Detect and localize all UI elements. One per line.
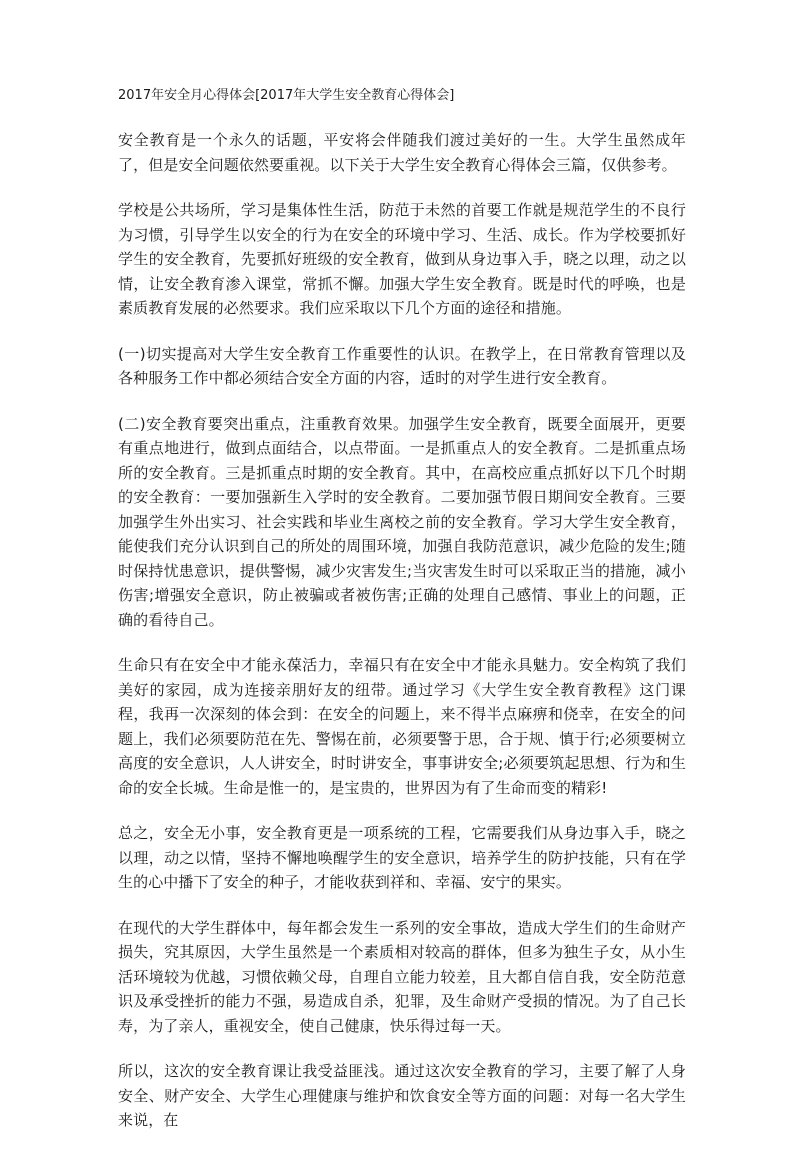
paragraph-life: 生命只有在安全中才能永葆活力，幸福只有在安全中才能永具魅力。安全构筑了我们美好的家园，成为连接亲朋好友的纽带。通过学习《大学生安全教育教程》这门课程，我再一次深刻的体会到：在安全的问题上，来不得半点麻痹和侥幸，在安全的问题上，我们必须要防范在先、警惕在前，必须要警于思，合于规、慎于行;必须要树立高度的安全意识，人人讲安全，时时讲安全，事事讲安全;必须要筑起思想、行为和生命的安全长城。生命是惟一的，是宝贵的，世界因为有了生命而变的精彩!: [118, 656, 686, 797]
paragraph-modern-students: 在现代的大学生群体中，每年都会发生一系列的安全事故，造成大学生们的生命财产损失，究其原因，大学生虽然是一个素质相对较高的群体，但多为独生子女，从小生活环境较为优越，习惯依赖父母，自理自立能力较差，且大都自信自我，安全防范意识及承受挫折的能力不强，易造成自杀，犯罪，及生命财产受损的情况。为了自己长寿，为了亲人，重视安全，使自己健康，快乐得过每一天。: [118, 918, 686, 1035]
paragraph-summary: 总之，安全无小事，安全教育更是一项系统的工程，它需要我们从身边事入手，晓之以理，动之以情，坚持不懈地唤醒学生的安全意识，培养学生的防护技能，只有在学生的心中播下了安全的种子，才能收获到祥和、幸福、安宁的果实。: [118, 824, 686, 891]
document-title: 2017年安全月心得体会[2017年大学生安全教育心得体会]: [118, 88, 455, 103]
paragraph-intro: 安全教育是一个永久的话题，平安将会伴随我们渡过美好的一生。大学生虽然成年了，但是安全问题依然要重视。以下关于大学生安全教育心得体会三篇，仅供参考。: [118, 131, 686, 174]
paragraph-school: 学校是公共场所，学习是集体性生活，防范于未然的首要工作就是规范学生的不良行为习惯，引导学生以安全的行为在安全的环境中学习、生活、成长。作为学校要抓好学生的安全教育，先要抓好班级的安全教育，做到从身边事入手，晓之以理，动之以情，让安全教育渗入课堂，常抓不懈。加强大学生安全教育。既是时代的呼唤，也是素质教育发展的必然要求。我们应采取以下几个方面的途径和措施。: [118, 201, 686, 317]
paragraph-point-two: (二)安全教育要突出重点，注重教育效果。加强学生安全教育，既要全面展开，更要有重点地进行，做到点面结合，以点带面。一是抓重点人的安全教育。二是抓重点场所的安全教育。三是抓重点时期的安全教育。其中，在高校应重点抓好以下几个时期的安全教育：一要加强新生入学时的安全教育。二要加强节假日期间安全教育。三要加强学生外出实习、社会实践和毕业生离校之前的安全教育。学习大学生安全教育，能使我们充分认识到自己的所处的周围环境，加强自我防范意识，减少危险的发生;随时保持忧患意识，提供警惕，减少灾害发生;当灾害发生时可以采取正当的措施，减小伤害;增强安全意识，防止被骗或者被伤害;正确的处理自己感情、事业上的问题，正确的看待自己。: [118, 414, 686, 629]
paragraph-point-one: (一)切实提高对大学生安全教育工作重要性的认识。在教学上，在日常教育管理以及各种服务工作中都必须结合安全方面的内容，适时的对学生进行安全教育。: [118, 344, 686, 387]
document-page: [118, 86, 686, 1154]
paragraph-conclusion: 所以，这次的安全教育课让我受益匪浅。通过这次安全教育的学习，主要了解了人身安全、财产安全、大学生心理健康与维护和饮食安全等方面的问题：对每一名大学生来说，在: [118, 1062, 686, 1129]
